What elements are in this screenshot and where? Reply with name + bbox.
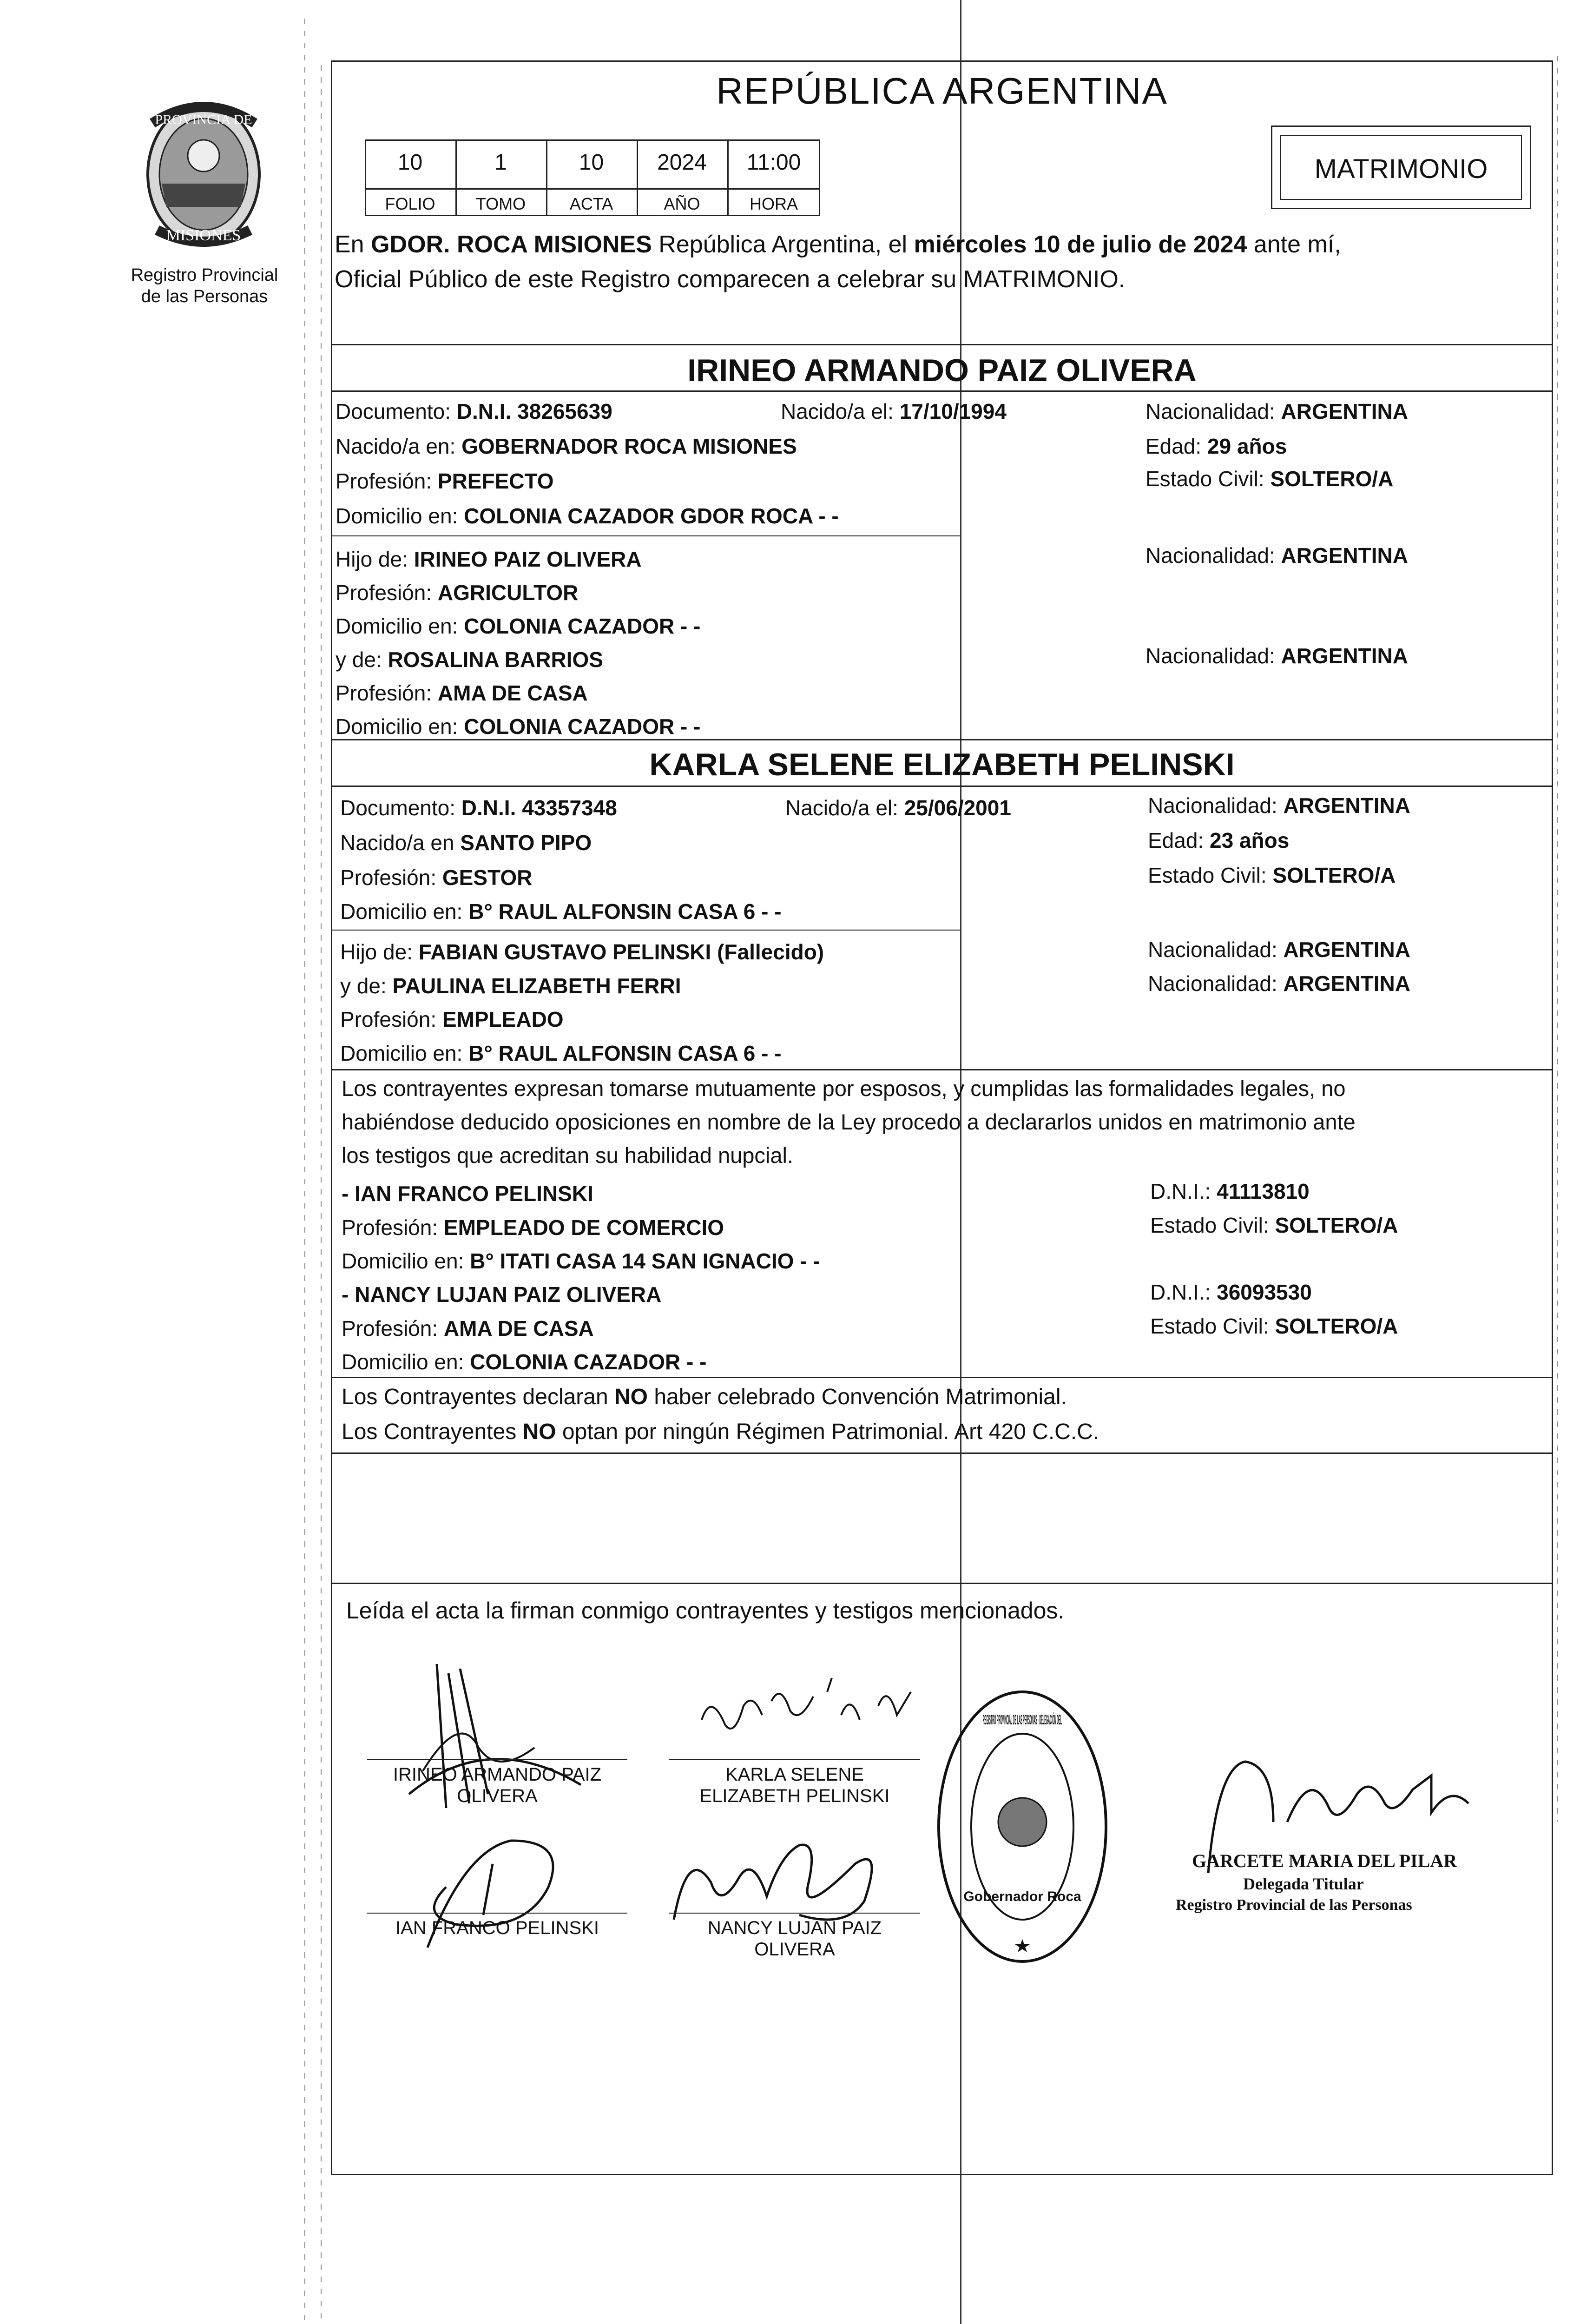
witness-1-civil-status: Estado Civil: SOLTERO/A [1150, 1213, 1398, 1237]
bride-signature-label: KARLA SELENE ELIZABETH PELINSKI [699, 1764, 890, 1806]
bride-nationality: Nacionalidad: ARGENTINA [1148, 793, 1410, 818]
folio-value: 10 [397, 150, 423, 175]
anio-value: 2024 [657, 150, 707, 175]
groom-name: IRINEO ARMANDO PAIZ OLIVERA [687, 353, 1197, 388]
bride-mother-nationality: Nacionalidad: ARGENTINA [1148, 971, 1410, 996]
bride-father-nationality: Nacionalidad: ARGENTINA [1148, 938, 1410, 962]
groom-mother-profession: Profesión: AMA DE CASA [336, 681, 588, 705]
bride-age: Edad: 23 años [1148, 828, 1290, 852]
registry-label: Registro Provincial de las Personas [131, 265, 278, 306]
official-organization: Registro Provincial de las Personas [1176, 1896, 1412, 1914]
bride-signature-icon [692, 1664, 934, 1757]
groom-father-profession: Profesión: AGRICULTOR [336, 581, 579, 605]
bride-profession: Profesión: GESTOR [340, 865, 533, 890]
groom-age: Edad: 29 años [1146, 434, 1287, 458]
groom-mother-address: Domicilio en: COLONIA CAZADOR - - [336, 714, 701, 739]
tomo-label: TOMO [475, 194, 526, 213]
hora-value: 11:00 [746, 150, 801, 175]
groom-mother-nationality: Nacionalidad: ARGENTINA [1146, 644, 1408, 668]
folio-label: FOLIO [385, 194, 435, 213]
official-name: GARCETE MARIA DEL PILAR [1192, 1850, 1457, 1871]
groom-birthdate: Nacido/a el: 17/10/1994 [781, 399, 1007, 423]
groom-father: Hijo de: IRINEO PAIZ OLIVERA [336, 547, 642, 571]
province-crest [125, 95, 283, 253]
country-title: REPÚBLICA ARGENTINA [716, 70, 1168, 112]
svg-text:REGISTRO PROVINCIAL DE LAS PER: REGISTRO PROVINCIAL DE LAS PERSONAS · DELEGACIÓN DEL [983, 1712, 1420, 1728]
margin-line [1557, 56, 1558, 1822]
intro-line-2: Oficial Público de este Registro comparecen a celebrar su MATRIMONIO. [335, 266, 1126, 293]
bride-mother: y de: PAULINA ELIZABETH FERRI [340, 974, 681, 998]
groom-birthplace: Nacido/a en: GOBERNADOR ROCA MISIONES [336, 434, 797, 458]
bride-document: Documento: D.N.I. 43357348 [340, 796, 617, 820]
witness-2-name: - NANCY LUJAN PAIZ OLIVERA [342, 1282, 662, 1307]
fold-line [960, 0, 961, 2324]
groom-mother: y de: ROSALINA BARRIOS [336, 647, 603, 672]
witness-1-address: Domicilio en: B° ITATI CASA 14 SAN IGNACIO - - [342, 1249, 820, 1273]
tomo-value: 1 [494, 150, 507, 175]
witness-1-signature-label: IAN FRANCO PELINSKI [395, 1918, 599, 1938]
bride-address: Domicilio en: B° RAUL ALFONSIN CASA 6 - - [340, 899, 782, 924]
groom-signature-label: IRINEO ARMANDO PAIZ OLIVERA [393, 1764, 602, 1806]
witness-1-dni: D.N.I.: 41113810 [1150, 1179, 1310, 1203]
declaration-line-3: los testigos que acreditan su habilidad nupcial. [342, 1143, 793, 1168]
bride-birthdate: Nacido/a el: 25/06/2001 [785, 796, 1011, 820]
bride-civil-status: Estado Civil: SOLTERO/A [1148, 863, 1396, 887]
witness-2-signature-label: NANCY LUJAN PAIZ OLIVERA [707, 1918, 882, 1960]
acta-value: 10 [579, 150, 604, 175]
groom-profession: Profesión: PREFECTO [336, 469, 554, 493]
acta-label: ACTA [569, 194, 613, 213]
svg-text:Gobernador Roca: Gobernador Roca [963, 1889, 1081, 1904]
svg-text:PROVINCIA DE: PROVINCIA DE [155, 112, 252, 127]
signature-line [669, 1759, 920, 1760]
groom-address: Domicilio en: COLONIA CAZADOR GDOR ROCA - - [336, 504, 839, 528]
margin-line [304, 19, 305, 2324]
misiones-crest-icon [125, 95, 283, 253]
signature-line [669, 1913, 920, 1914]
witness-1-profession: Profesión: EMPLEADO DE COMERCIO [342, 1215, 724, 1240]
intro-line-1: En GDOR. ROCA MISIONES República Argentina, el miércoles 10 de julio de 2024 ante mí, [335, 231, 1341, 258]
witness-2-profession: Profesión: AMA DE CASA [342, 1316, 594, 1340]
svg-text:MISIONES: MISIONES [166, 227, 241, 244]
groom-father-address: Domicilio en: COLONIA CAZADOR - - [336, 614, 701, 638]
act-type: MATRIMONIO [1314, 154, 1488, 184]
bride-mother-profession: Profesión: EMPLEADO [340, 1007, 564, 1031]
regime-line-2: Los Contrayentes NO optan por ningún Régimen Patrimonial. Art 420 C.C.C. [342, 1419, 1099, 1444]
bride-name: KARLA SELENE ELIZABETH PELINSKI [649, 747, 1235, 782]
bride-father: Hijo de: FABIAN GUSTAVO PELINSKI (Fallecido) [340, 940, 824, 964]
witness-2-civil-status: Estado Civil: SOLTERO/A [1150, 1314, 1398, 1338]
hora-label: HORA [749, 194, 798, 213]
declaration-line-2: habiéndose deducido oposiciones en nombre de la Ley procedo a declararlos unidos en matrimonio ante [342, 1109, 1356, 1134]
witness-1-name: - IAN FRANCO PELINSKI [342, 1182, 593, 1206]
signature-line [367, 1913, 627, 1914]
official-title: Delegada Titular [1243, 1875, 1364, 1893]
witness-2-address: Domicilio en: COLONIA CAZADOR - - [342, 1350, 707, 1374]
declaration-line-1: Los contrayentes expresan tomarse mutuamente por esposos, y cumplidas las formalidades legales, no [342, 1076, 1346, 1101]
groom-nationality: Nacionalidad: ARGENTINA [1146, 399, 1408, 423]
closing-statement: Leída el acta la firman conmigo contrayentes y testigos mencionados. [346, 1598, 1065, 1624]
witness-2-dni: D.N.I.: 36093530 [1150, 1280, 1312, 1304]
witness-1-signature-icon [372, 1822, 613, 1961]
margin-line [321, 65, 322, 2324]
signature-line [367, 1759, 627, 1760]
groom-document: Documento: D.N.I. 38265639 [336, 399, 612, 423]
bride-birthplace: Nacido/a en SANTO PIPO [340, 831, 592, 855]
regime-line-1: Los Contrayentes declaran NO haber celebrado Convención Matrimonial. [342, 1385, 1067, 1409]
groom-civil-status: Estado Civil: SOLTERO/A [1146, 467, 1394, 491]
anio-label: AÑO [664, 194, 700, 213]
bride-mother-address: Domicilio en: B° RAUL ALFONSIN CASA 6 - - [340, 1041, 782, 1065]
groom-father-nationality: Nacionalidad: ARGENTINA [1146, 543, 1408, 568]
